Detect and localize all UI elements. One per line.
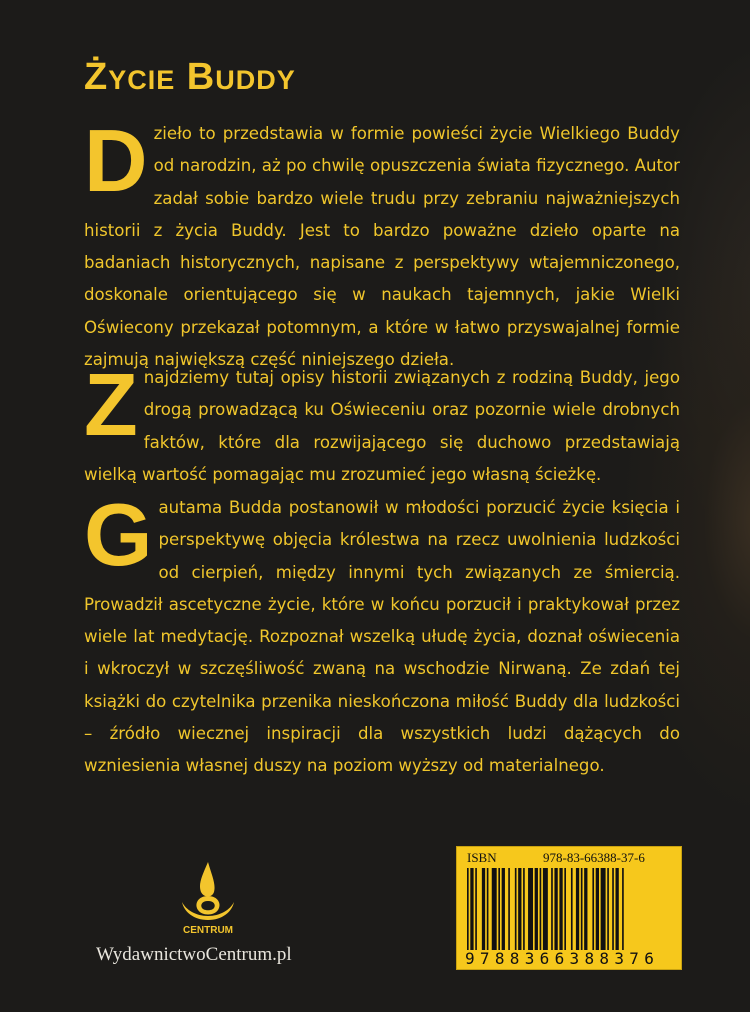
barcode-bar [571, 868, 573, 950]
barcode-bar [515, 868, 517, 950]
barcode-bar [487, 868, 489, 950]
barcode-bar [492, 868, 497, 950]
barcode-bar [564, 868, 566, 950]
centrum-logo-icon [168, 858, 248, 938]
barcode-bar [543, 868, 548, 950]
barcode-bar [607, 868, 609, 950]
barcode-bar [540, 868, 542, 950]
paragraph-text: zieło to przedstawia w formie powieści życie Wielkiego Buddy od narodzin, aż po chwilę opuszczenia świata fizycznego. Autor zadał sobie bardzo wiele trudu przy zebraniu najważniejszych historii z życia Buddy. Jest to bardzo poważne dzieło oparte na badaniach historycznych, napisane z perspektywy wtajemniczonego, doskonale orientującego się w naukach tajemnych, jakie Wielki Oświecony przekazał potomnym, a które w łatwo przyswajalnej formie zajmują największą część niniejszego dzieła. [84, 124, 680, 370]
barcode-bar [502, 868, 505, 950]
barcode-bar [601, 868, 606, 950]
barcode-bar [596, 868, 599, 950]
drop-cap: Z [84, 355, 138, 454]
barcode-bar [584, 868, 587, 950]
barcode-bar [518, 868, 521, 950]
book-title: Życie Buddy [84, 56, 296, 98]
paragraph-text: najdziemy tutaj opisy historii związanych z rodziną Buddy, jego drogą prowadzącą ku Oświeceniu oraz pozornie wiele drobnych faktów, które dla rozwijającego się duchowo przedstawiają wielką wartość pomagając mu zrozumieć jego własną ścieżkę. [84, 368, 680, 484]
barcode-bar [576, 868, 579, 950]
barcode-bar [554, 868, 557, 950]
barcode-bar [528, 868, 533, 950]
barcode-bar [467, 868, 469, 950]
barcode-bar [592, 868, 594, 950]
barcode-bar [616, 868, 619, 950]
barcode-digits: 9788366388376 [465, 949, 660, 968]
drop-cap: G [84, 485, 153, 584]
barcode-bar [508, 868, 510, 950]
barcode-bar [535, 868, 538, 950]
barcode-bar [498, 868, 500, 950]
drop-cap: D [84, 111, 148, 210]
barcode-bars [467, 868, 673, 950]
description-paragraph-3 [84, 485, 680, 783]
barcode-bar [482, 868, 485, 950]
barcode-bar [475, 868, 477, 950]
isbn-label: ISBN [467, 850, 497, 865]
barcode-bar [612, 868, 614, 950]
barcode-bar [581, 868, 583, 950]
barcode-bar [559, 868, 562, 950]
description-paragraph-2 [84, 355, 680, 491]
logo-text: CENTRUM [183, 925, 233, 936]
barcode-bar [622, 868, 624, 950]
isbn-barcode [456, 846, 682, 970]
barcode-bar [523, 868, 525, 950]
barcode-bar [551, 868, 553, 950]
isbn-number: 978-83-66388-37-6 [543, 850, 645, 865]
paragraph-text: autama Budda postanowił w młodości porzucić życie księcia i perspektywę objęcia królestwa na rzecz uwolnienia ludzkości od cierpień, między innymi tych związanych ze śmiercią. Prowadził ascetyczne życie, które w końcu porzucił i praktykował przez wiele lat medytację. Rozpoznał wszelką ułudę życia, doznał oświecenia i wkroczył w szczęśliwość zwaną na wschodzie Nirwaną. Ze zdań tej książki do czytelnika przenika nieskończona miłość Buddy dla ludzkości – źródło wiecznej inspiracji dla wszystkich ludzi dążących do wzniesienia własnej duszy na poziom wyższy od materialnego. [84, 498, 680, 776]
barcode-bar [470, 868, 473, 950]
publisher-website: WydawnictwoCentrum.pl [96, 944, 292, 965]
description-paragraph-1 [84, 111, 680, 376]
